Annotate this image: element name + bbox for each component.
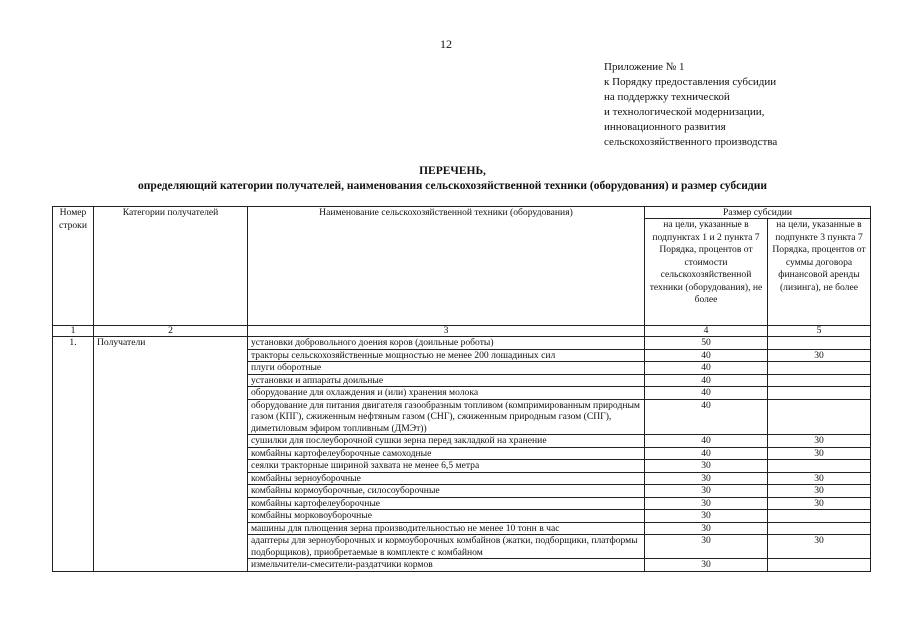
equipment-name: установки и аппараты доильные: [248, 374, 645, 387]
equipment-name: измельчители-смесители-раздатчики кормов: [248, 559, 645, 572]
subsidy-col5-value: 30: [768, 485, 871, 498]
subsidy-col4-value: 30: [645, 522, 768, 535]
equipment-name: оборудование для питания двигателя газообразным топливом (компримированным природным газом (КПГ), сжиженным нефтяным газом (СНГ), сжиженным природным газом (СПГ), диметиловым эфиром топливным (ДМЭт)): [248, 399, 645, 435]
equipment-name: комбайны кормоуборочные, силосоуборочные: [248, 485, 645, 498]
appendix-line: Приложение № 1: [604, 61, 685, 73]
subsidy-col4-value: 40: [645, 447, 768, 460]
title-line-1: ПЕРЕЧЕНЬ,: [419, 165, 486, 177]
equipment-name: комбайны зерноуборочные: [248, 472, 645, 485]
column-number-row: [53, 326, 871, 337]
equipment-name: комбайны картофелеуборочные: [248, 497, 645, 510]
column-number: 4: [645, 326, 768, 337]
subsidy-col4-value: 30: [645, 460, 768, 473]
table-row: [53, 337, 871, 350]
subsidy-col5-value: [768, 510, 871, 523]
subsidy-col5-value: 30: [768, 349, 871, 362]
equipment-name: комбайны картофелеуборочные самоходные: [248, 447, 645, 460]
equipment-name: машины для плющения зерна производительностью не менее 10 тонн в час: [248, 522, 645, 535]
appendix-line: инновационного развития: [604, 121, 726, 133]
header-equipment: Наименование сельскохозяйственной техники (оборудования): [248, 207, 645, 326]
subsidy-col4-value: 40: [645, 399, 768, 435]
equipment-name: оборудование для охлаждения и (или) хранения молока: [248, 387, 645, 400]
equipment-name: сеялки тракторные шириной захвата не менее 6,5 метра: [248, 460, 645, 473]
header-subsidy-size: Размер субсидии: [645, 207, 871, 219]
column-number: 3: [248, 326, 645, 337]
equipment-name: тракторы сельскохозяйственные мощностью не менее 200 лошадиных сил: [248, 349, 645, 362]
subsidy-col4-value: 30: [645, 497, 768, 510]
subsidy-col4-value: 30: [645, 559, 768, 572]
subsidy-col5-value: [768, 522, 871, 535]
subsidy-col4-value: 30: [645, 472, 768, 485]
subsidy-col5-value: 30: [768, 447, 871, 460]
title-line-2: определяющий категории получателей, наименования сельскохозяйственной техники (оборудования) и размер субсидии: [138, 180, 767, 192]
subsidy-col4-value: 40: [645, 435, 768, 448]
subsidy-col5-value: 30: [768, 535, 871, 559]
column-number: 1: [53, 326, 94, 337]
header-row-number: Номер строки: [53, 207, 94, 326]
subsidy-col5-value: 30: [768, 497, 871, 510]
page-number: 12: [440, 37, 452, 51]
subsidy-col4-value: 30: [645, 485, 768, 498]
appendix-line: на поддержку технической: [604, 91, 730, 103]
subsidy-col5-value: [768, 460, 871, 473]
column-number: 5: [768, 326, 871, 337]
subsidy-col4-value: 40: [645, 387, 768, 400]
header-row: [53, 207, 871, 219]
appendix-line: и технологической модернизации,: [604, 106, 765, 118]
subsidy-col5-value: [768, 399, 871, 435]
subsidy-col4-value: 40: [645, 374, 768, 387]
subsidy-col5-value: 30: [768, 435, 871, 448]
equipment-name: адаптеры для зерноуборочных и кормоуборочных комбайнов (жатки, подборщики, платформы подборщиков), приобретаемые в комплекте с комбайном: [248, 535, 645, 559]
subsidy-table: [52, 206, 871, 572]
equipment-name: комбайны морковоуборочные: [248, 510, 645, 523]
appendix-block: [604, 60, 777, 150]
equipment-name: установки добровольного доения коров (доильные роботы): [248, 337, 645, 350]
header-subsidy-col4: на цели, указанные в подпунктах 1 и 2 пункта 7 Порядка, процентов от стоимости сельскохозяйственной техники (оборудования), не более: [645, 219, 768, 326]
header-category: Категории получателей: [94, 207, 248, 326]
subsidy-col5-value: [768, 559, 871, 572]
subsidy-col5-value: [768, 387, 871, 400]
document-title: [0, 164, 905, 194]
subsidy-col4-value: 40: [645, 349, 768, 362]
equipment-name: сушилки для послеуборочной сушки зерна перед закладкой на хранение: [248, 435, 645, 448]
group-category: Получатели: [94, 337, 248, 572]
column-number: 2: [94, 326, 248, 337]
group-number: 1.: [53, 337, 94, 572]
subsidy-col5-value: [768, 374, 871, 387]
subsidy-col5-value: [768, 337, 871, 350]
appendix-line: к Порядку предоставления субсидии: [604, 76, 777, 88]
subsidy-col4-value: 30: [645, 510, 768, 523]
subsidy-col4-value: 40: [645, 362, 768, 375]
appendix-line: сельскохозяйственного производства: [604, 136, 778, 148]
subsidy-col4-value: 50: [645, 337, 768, 350]
subsidy-col5-value: [768, 362, 871, 375]
subsidy-col4-value: 30: [645, 535, 768, 559]
equipment-name: плуги оборотные: [248, 362, 645, 375]
subsidy-col5-value: 30: [768, 472, 871, 485]
header-subsidy-col5: на цели, указанные в подпункте 3 пункта 7 Порядка, процентов от суммы договора финансовой аренды (лизинга), не более: [768, 219, 871, 326]
